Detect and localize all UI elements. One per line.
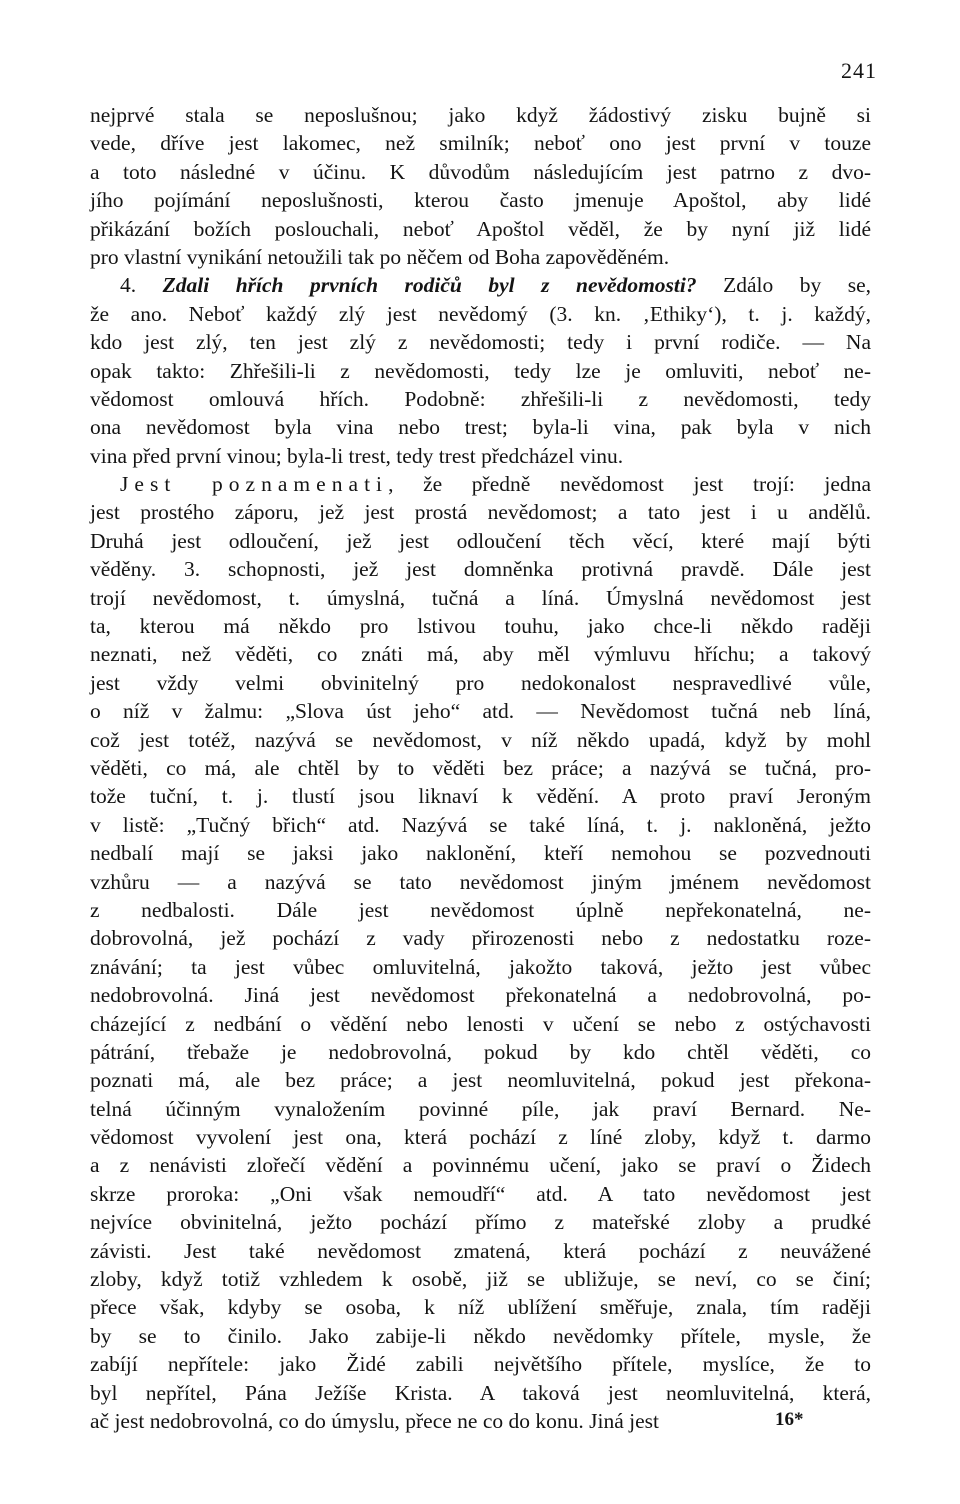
text-line: věděti, co má, ale chtěl by to věděti bez práce; a nazývá se tučná, pro- (90, 755, 871, 780)
text-line: závisti. Jest také nevědomost zmatená, která pochází z neuvážené (90, 1238, 871, 1263)
text-line: dobrovolná, jež pochází z vady přirozenosti nebo z nedostatku roze- (90, 926, 871, 951)
text-line: vzhůru — a nazývá se tato nevědomost jiným jménem nevědomost (90, 869, 871, 894)
text-line: a toto následné v účinu. K důvodům následujícím jest patrno z dvo- (90, 159, 871, 184)
body-text (90, 101, 871, 1435)
text-line: trojí nevědomost, t. úmyslná, tučná a líná. Úmyslná nevědomost jest (90, 585, 871, 610)
page-number: 241 (841, 58, 877, 83)
text-line: ač jest nedobrovolná, co do úmyslu, přece ne co do konu. Jiná jest (90, 1408, 660, 1433)
text-line: byl nepřítel, Pána Ježíše Krista. A taková jest neomluvitelná, která, (90, 1380, 871, 1405)
text-line: Druhá jest odloučení, jež jest odloučení těch věcí, které mají býti (90, 528, 871, 553)
text-line: pro vlastní vynikání netoužili tak po něčem od Boha zapověděném. (90, 244, 670, 269)
text-line: by se to činilo. Jako zabije-li někdo nevědomky přítele, mysle, že (90, 1323, 871, 1348)
text-line: ta, kterou má někdo pro lstivou touhu, jako chce-li někdo raději (90, 614, 871, 639)
text-line: ona nevědomost byla vina nebo trest; byla-li vina, pak byla v nich (90, 415, 871, 440)
text-line: přikázání božích poslouchali, neboť Apoštol věděl, že by nyní již lidé (90, 216, 871, 241)
text-line: Jest poznamenati, že předně nevědomost jest trojí: jedna (120, 472, 871, 497)
text-line: poznati má, ale bez práce; a jest neomluvitelná, pokud jest překona- (90, 1068, 871, 1093)
spaced-emphasis: Jest poznamenati (120, 472, 389, 497)
text-line: a z nenávisti zlořečí vědění a povinnému učení, jako se praví o Židech (90, 1153, 871, 1178)
text-line: tože tuční, t. j. tlustí jsou liknaví k vědění. A proto praví Jeroným (90, 784, 871, 809)
signature-mark: 16* (775, 1409, 804, 1430)
question-heading: Zdali hřích prvních rodičů byl z nevědomosti? (162, 273, 697, 298)
text-line: přece však, kdyby se osoba, k níž ublížení směřuje, znala, tím raději (90, 1295, 871, 1320)
text-line: vědomost omlouvá hřích. Podobně: zhřešili-li z nevědomosti, tedy (90, 386, 871, 411)
text-line: z nedbalosti. Dále jest nevědomost úplně nepřekonatelná, ne- (90, 897, 871, 922)
text-line: což jest totéž, nazývá se nevědomost, v níž někdo upadá, když by mohl (90, 727, 871, 752)
text-line: zloby, když totiž vzhledem k osobě, již se ubližuje, se neví, co se činí; (90, 1267, 871, 1292)
text-line: jest vždy velmi obvinitelný pro nedokonalost nespravedlivé vůle, (90, 670, 871, 695)
text-line: nejprvé stala se neposlušnou; jako když žádostivý zisku bujně si (90, 103, 871, 127)
text-line: věděny. 3. schopnosti, jež jest domněnka protivná pravdě. Dále jest (90, 557, 871, 582)
text-line: znávání; ta jest vůbec omluvitelná, jakožto taková, ježto jest vůbec (90, 954, 871, 979)
text-line: nedobrovolná. Jiná jest nevědomost překonatelná a nedobrovolná, po- (90, 983, 871, 1008)
text-line: neznati, než věděti, co znáti má, aby měl výmluvu hříchu; a takový (90, 642, 871, 667)
text-line: nedbalí mají se jaksi jako naklonění, kteří nemohou se pozvednouti (90, 841, 871, 866)
text-line: vina před první vinou; byla-li trest, tedy trest předcházel vinu. (90, 443, 624, 468)
text-line: zabíjí nepřítele: jako Židé zabili největšího přítele, myslíce, že to (90, 1352, 871, 1377)
text-line: pátrání, třebaže je nedobrovolná, pokud by kdo chtěl věděti, co (90, 1039, 871, 1064)
text-line: skrze proroka: „Oni však nemoudří“ atd. A tato nevědomost jest (90, 1181, 871, 1206)
text-line: že ano. Neboť každý zlý jest nevědomý (3. kn. ‚Ethiky‘), t. j. každý, (90, 301, 871, 326)
text-line: cházející z nedbání o vědění nebo lenosti v učení se nebo z ostýchavosti (90, 1011, 871, 1036)
text-line: kdo jest zlý, ten jest zlý z nevědomosti; tedy i první rodiče. — Na (90, 330, 871, 355)
text-line: 4. Zdali hřích prvních rodičů byl z nevědomosti? Zdálo by se, (120, 273, 872, 298)
text-line: opak takto: Zhřešili-li z nevědomosti, tedy lze je omluviti, neboť ne- (90, 358, 871, 383)
text-line: o níž v žalmu: „Slova úst jeho“ atd. — Nevědomost tučná neb líná, (90, 699, 871, 724)
text-line: jího pojímání neposlušnosti, kterou často jmenuje Apoštol, aby lidé (90, 188, 871, 213)
text-line: telná účinným vynaložením povinné píle, jak praví Bernard. Ne- (90, 1096, 871, 1121)
text-line: v listě: „Tučný břich“ atd. Nazývá se také líná, t. j. nakloněná, ježto (90, 812, 871, 837)
text-line: jest prostého záporu, jež jest prostá nevědomost; a tato jest i u andělů. (90, 500, 871, 525)
text-line: vede, dříve jest lakomec, než smilník; neboť ono jest první v touze (90, 131, 871, 156)
text-line: vědomost vyvolení jest ona, která pochází z líné zloby, když t. darmo (90, 1125, 871, 1150)
text-line: nejvíce obvinitelná, ježto pochází přímo z mateřské zloby a prudké (90, 1210, 871, 1235)
